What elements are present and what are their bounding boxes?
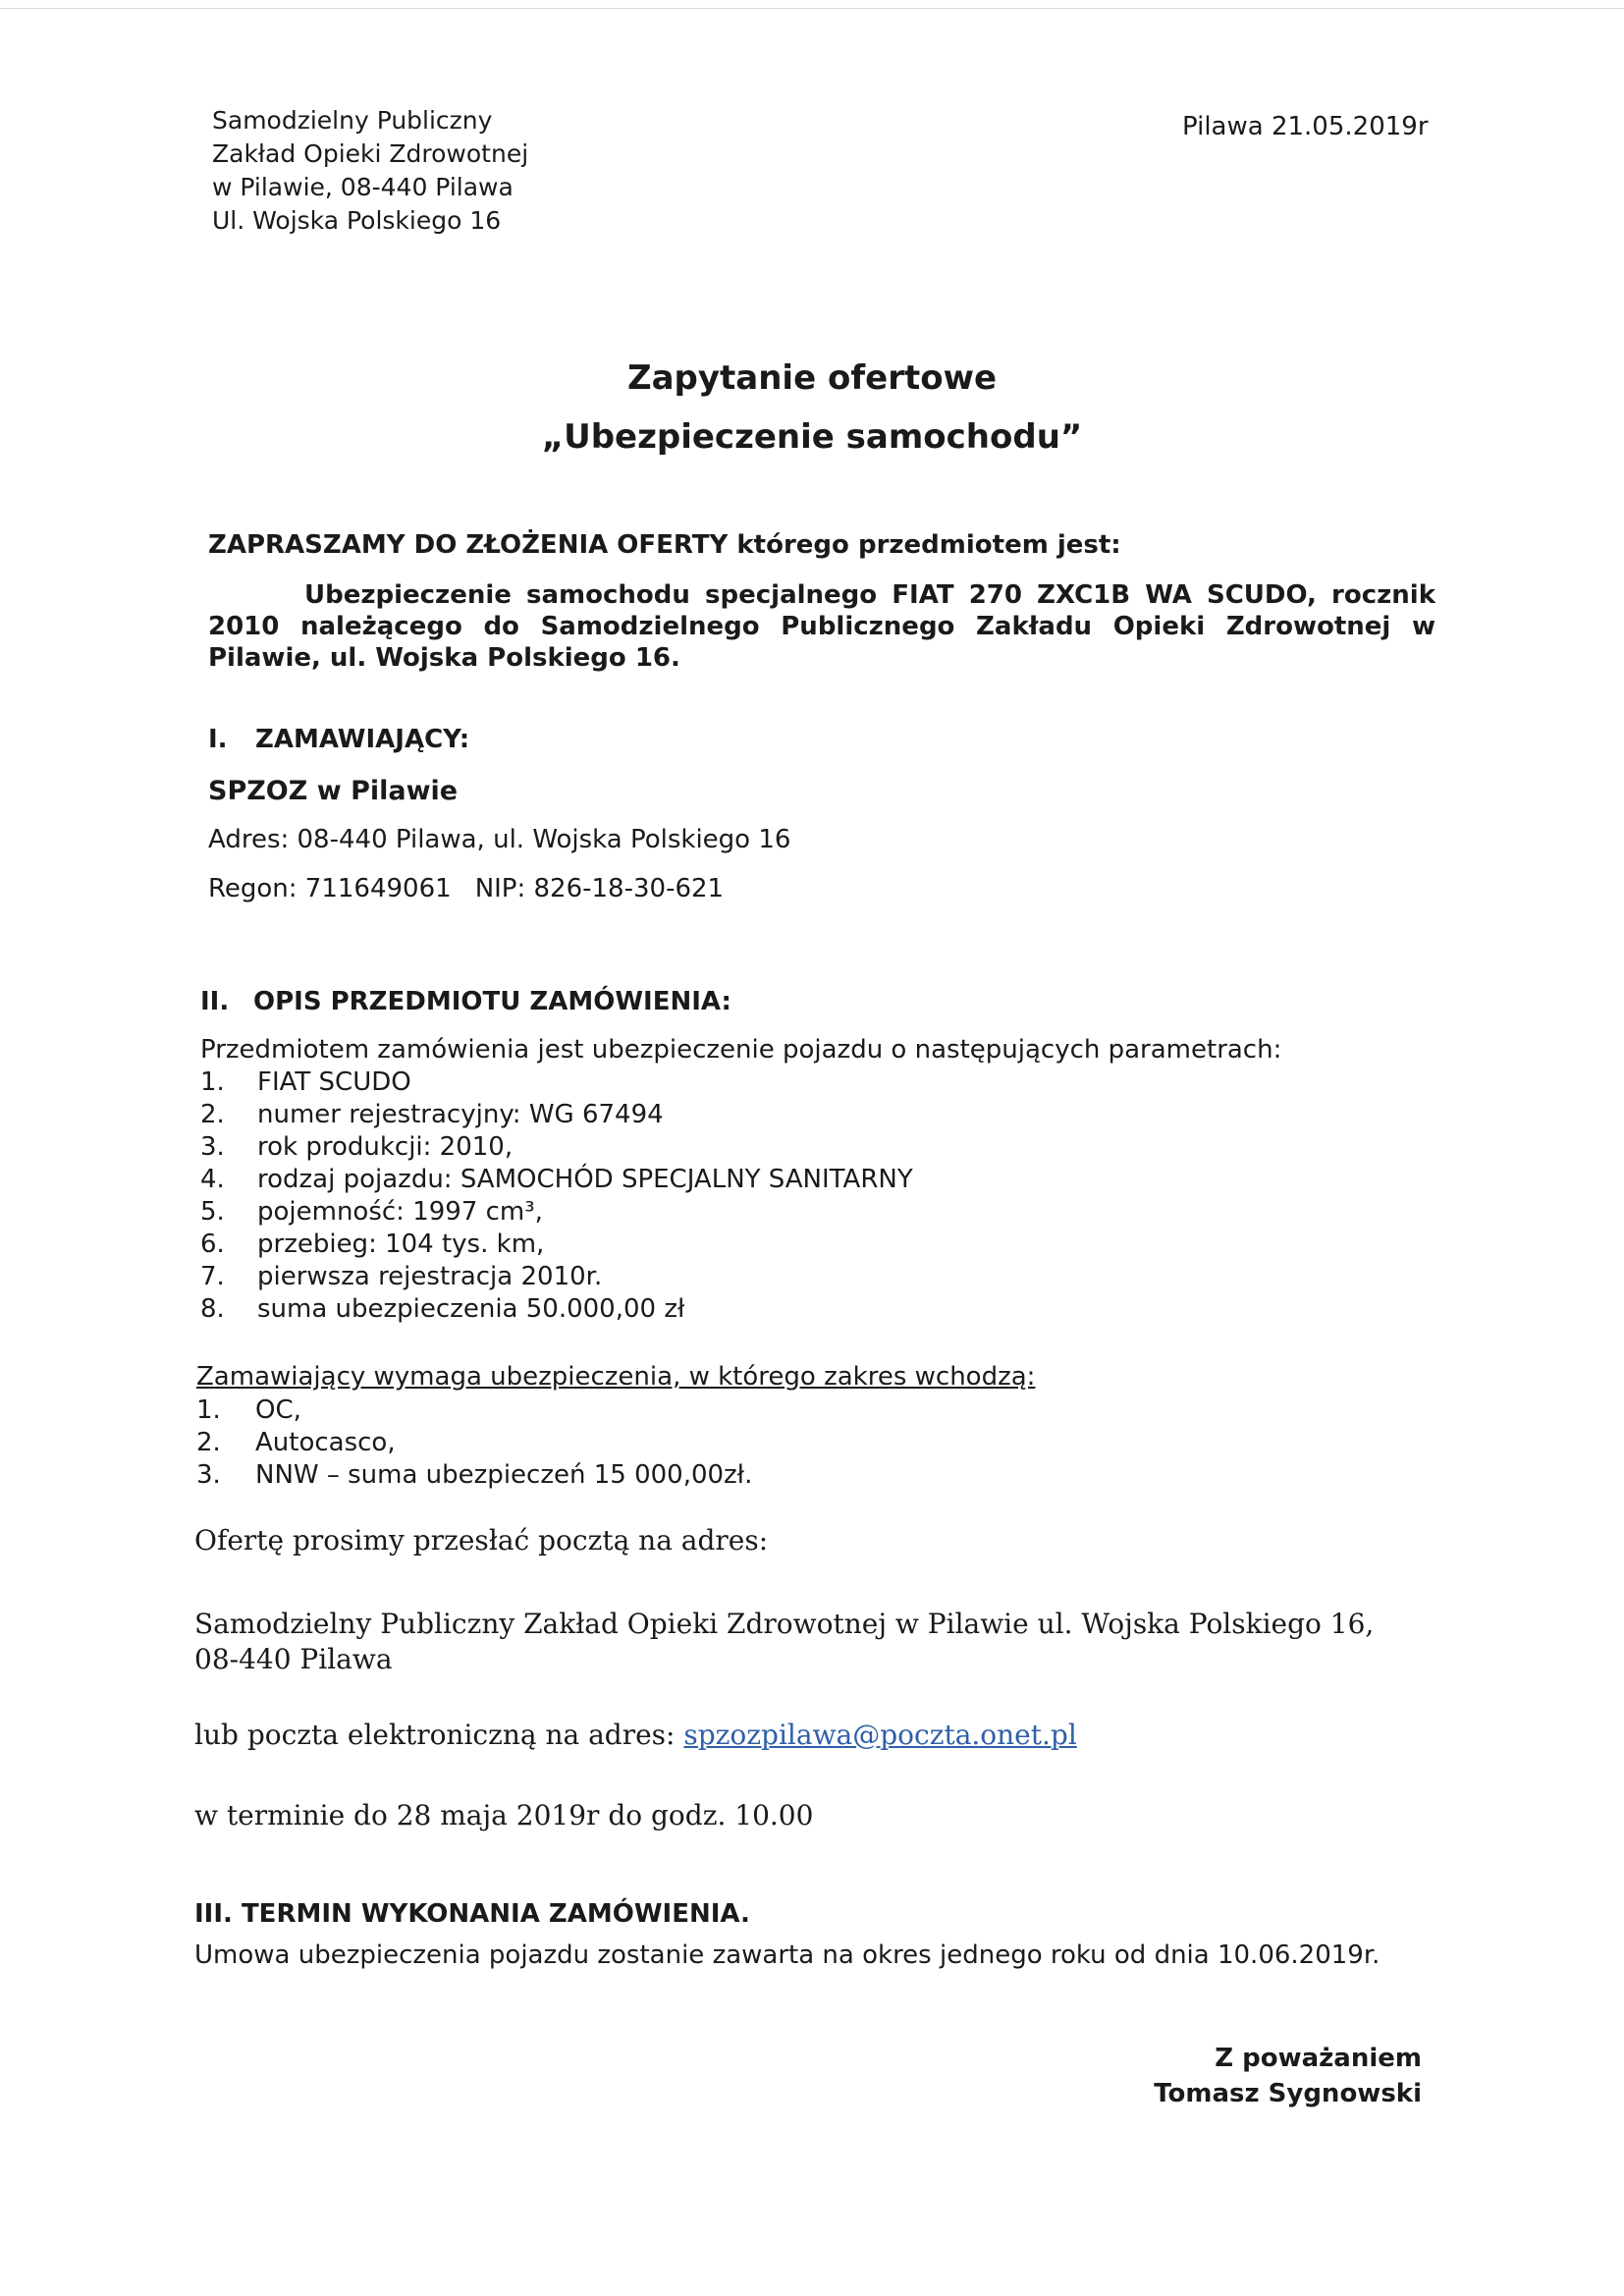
- item-text: pojemność: 1997 cm³,: [257, 1197, 543, 1227]
- item-number: 7.: [200, 1262, 225, 1291]
- item-number: 6.: [200, 1230, 225, 1259]
- postal-address-block: [194, 1607, 1374, 1677]
- scan-edge-line: [0, 8, 1624, 9]
- section-1-heading: [208, 725, 469, 754]
- section-2-heading: [200, 987, 731, 1016]
- list-item: [200, 1293, 913, 1326]
- sender-line: Ul. Wojska Polskiego 16: [212, 206, 502, 235]
- list-item: [196, 1394, 752, 1427]
- section-3-heading: III. TERMIN WYKONANIA ZAMÓWIENIA.: [194, 1899, 750, 1929]
- signature-block: [1154, 2041, 1422, 2111]
- item-number: 2.: [200, 1100, 225, 1129]
- postal-line: 08-440 Pilawa: [194, 1643, 393, 1675]
- ordering-party-address: Adres: 08-440 Pilawa, ul. Wojska Polskiego 16: [208, 825, 791, 854]
- item-number: 1.: [196, 1395, 221, 1425]
- item-number: 1.: [200, 1067, 225, 1097]
- item-text: FIAT SCUDO: [257, 1067, 411, 1097]
- item-text: NNW – suma ubezpieczeń 15 000,00zł.: [255, 1460, 753, 1490]
- insurance-scope-title: Zamawiający wymaga ubezpieczenia, w którego zakres wchodzą:: [196, 1362, 1036, 1392]
- item-number: 3.: [200, 1132, 225, 1162]
- closing-phrase: Z poważaniem: [1215, 2044, 1422, 2073]
- item-number: 5.: [200, 1197, 225, 1227]
- item-text: numer rejestracyjny: WG 67494: [257, 1100, 664, 1129]
- contract-term-text: Umowa ubezpieczenia pojazdu zostanie zawarta na okres jednego roku od dnia 10.06.2019r.: [194, 1941, 1380, 1970]
- section-number: I.: [208, 725, 228, 754]
- item-number: 8.: [200, 1294, 225, 1324]
- regon-number: Regon: 711649061: [208, 874, 452, 903]
- list-item: [196, 1459, 752, 1492]
- nip-number: NIP: 826-18-30-621: [474, 874, 725, 903]
- list-item: [200, 1229, 913, 1261]
- offer-request-text: Ofertę prosimy przesłać pocztą na adres:: [194, 1524, 769, 1557]
- item-text: rok produkcji: 2010,: [257, 1132, 514, 1162]
- document-title: Zapytanie ofertowe: [626, 358, 998, 398]
- list-item: [200, 1164, 913, 1196]
- sender-address-block: [212, 104, 528, 238]
- invitation-heading: ZAPRASZAMY DO ZŁOŻENIA OFERTY którego przedmiotem jest:: [208, 530, 1121, 560]
- section-number: II.: [200, 987, 230, 1016]
- sender-line: Zakład Opieki Zdrowotnej: [212, 139, 529, 168]
- list-item: [200, 1131, 913, 1164]
- insurance-scope-list: [196, 1394, 752, 1492]
- document-subtitle: „Ubezpieczenie samochodu”: [541, 417, 1083, 457]
- email-link[interactable]: spzozpilawa@poczta.onet.pl: [683, 1719, 1077, 1751]
- list-item: [196, 1427, 752, 1459]
- item-number: 2.: [196, 1428, 221, 1457]
- sender-line: Samodzielny Publiczny: [212, 106, 493, 135]
- ordering-party-name: SPZOZ w Pilawie: [208, 776, 459, 806]
- item-text: pierwsza rejestracja 2010r.: [257, 1262, 603, 1291]
- section-title: OPIS PRZEDMIOTU ZAMÓWIENIA:: [253, 987, 731, 1016]
- order-description-intro: Przedmiotem zamówienia jest ubezpieczenie pojazdu o następujących parametrach:: [200, 1035, 1282, 1065]
- postal-line: Samodzielny Publiczny Zakład Opieki Zdrowotnej w Pilawie ul. Wojska Polskiego 16,: [194, 1608, 1375, 1640]
- subject-text: Ubezpieczenie samochodu specjalnego FIAT 270 ZXC1B WA SCUDO, rocznik 2010 należącego do Samodzielnego Publicznego Zakładu Opieki Zdrowotnej w Pilawie, ul. Wojska Polskiego 16.: [208, 580, 1435, 673]
- subject-paragraph: [208, 579, 1435, 674]
- email-prefix: lub poczta elektroniczną na adres:: [194, 1719, 684, 1751]
- signatory-name: Tomasz Sygnowski: [1154, 2079, 1422, 2108]
- vehicle-parameters-list: [200, 1066, 913, 1326]
- list-item: [200, 1261, 913, 1293]
- sender-line: w Pilawie, 08-440 Pilawa: [212, 173, 514, 201]
- item-number: 3.: [196, 1460, 221, 1490]
- deadline-text: w terminie do 28 maja 2019r do godz. 10.00: [194, 1799, 814, 1831]
- list-item: [200, 1099, 913, 1131]
- item-text: OC,: [255, 1395, 301, 1425]
- email-line: [194, 1719, 1077, 1751]
- section-title: ZAMAWIAJĄCY:: [255, 725, 470, 754]
- item-text: rodzaj pojazdu: SAMOCHÓD SPECJALNY SANITARNY: [257, 1165, 913, 1194]
- item-text: Autocasco,: [255, 1428, 396, 1457]
- document-date: Pilawa 21.05.2019r: [1182, 112, 1429, 141]
- ordering-party-ids: [208, 874, 724, 903]
- item-text: przebieg: 104 tys. km,: [257, 1230, 545, 1259]
- list-item: [200, 1196, 913, 1229]
- item-text: suma ubezpieczenia 50.000,00 zł: [257, 1294, 685, 1324]
- item-number: 4.: [200, 1165, 225, 1194]
- list-item: [200, 1066, 913, 1099]
